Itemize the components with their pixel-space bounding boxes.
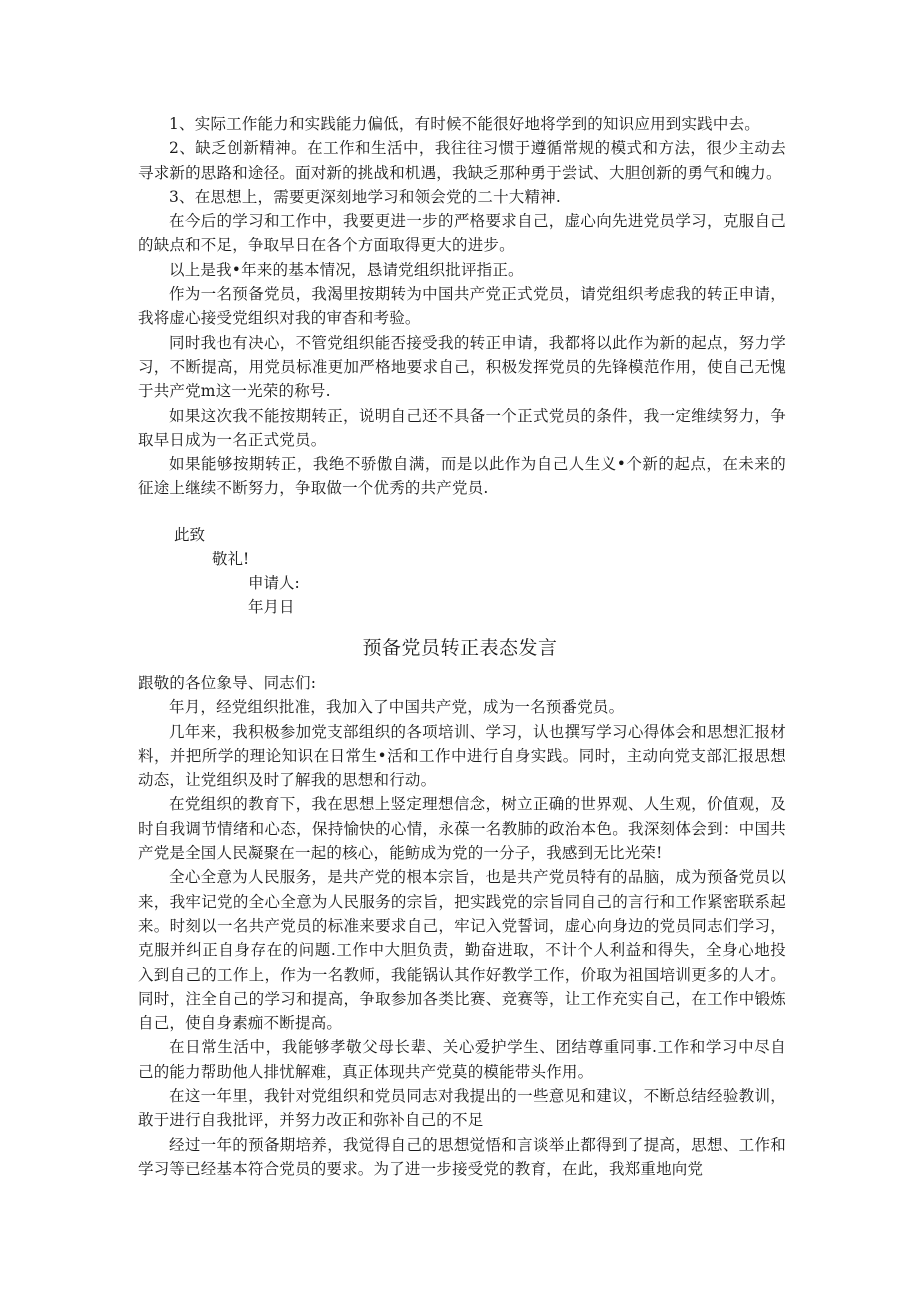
speech-paragraph: 年月，经党组织批准，我加入了中国共产党，成为一名预番党员。 <box>169 698 625 717</box>
speech-body <box>138 671 786 1181</box>
letter-paragraph: 1、实际工作能力和实践能力偏低，有时候不能很好地将学到的知识应用到实践中去。 <box>169 115 760 133</box>
letter-paragraph: 同时我也有决心，不管党组织能否接受我的转正申请，我都将以此作为新的起点，努力学习，不断提高，用党员标准更加严格地要求自己，积极发挥党员的先锋模范作用，使自己无愧于共产党m这一光荣的称号. <box>138 333 786 401</box>
speech-paragraph: 几年来，我积极参加党支部组织的各项培训、学习，认也撰写学习心得体会和思想汇报材料，并把所学的理论知识在日常生•活和工作中进行自身实践。同时，主动向党支部汇报思想动态，让党组织及时了解我的思想和行动。 <box>138 722 786 790</box>
letter-paragraph: 2、缺乏创新精神。在工作和生活中，我往往习惯于遵循常规的模式和方法，很少主动去寻求新的思路和途径。面对新的挑战和机遇，我缺乏那种勇于尝试、大胆创新的勇气和魄力。 <box>138 139 786 182</box>
closing-jingli: 敬礼! <box>212 550 250 568</box>
date-label: 年月日 <box>248 598 295 616</box>
speech-greeting: 跟敬的各位象导、同志们: <box>138 674 317 692</box>
speech-paragraph: 全心全意为人民服务，是共产党的根本宗旨，也是共产党员特有的品脑，成为预备党员以来，我牢记党的全心全意为人民服务的宗旨，把实践党的宗旨同自己的言行和工作紧密联系起来。时刻以一名共产党员的标准来要求自己，牢记入党誓词，虚心向身边的党员同志们学习，克服并纠正自身存在的问题.工作中大胆负责，勤奋进取，不计个人利益和得失，全身心地投入到自己的工作上，作为一名教师，我能锅认其作好教学工作，价取为祖国培训更多的人才。同时，注全自己的学习和提高，争取参加各类比赛、竞赛等，让工作充实自己，在工作中锻炼自己，使自身素痂不断提高。 <box>138 868 786 1033</box>
letter-body <box>138 112 786 501</box>
speech-paragraph: 在这一年里，我针对党组织和党员同志对我提出的一些意见和建议，不断总结经验教训，敢于进行自我批评，并努力改正和弥补自己的不足 <box>138 1087 786 1130</box>
letter-paragraph: 3、在思想上，需要更深刻地学习和领会党的二十大精神. <box>169 187 561 206</box>
letter-paragraph: 在今后的学习和工作中，我要更进一步的严格要求自己，虚心向先进党员学习，克服自己的缺点和不足，争取早日在各个方面取得更大的进步。 <box>138 212 786 255</box>
letter-paragraph: 以上是我•年来的基本情况，恳请党组织批评指正。 <box>169 260 524 279</box>
applicant-label: 申请人: <box>248 574 300 592</box>
speech-paragraph: 在党组织的教育下，我在思想上竖定理想信念，树立正确的世界观、人生观，价值观，及时自我调节情绪和心态，保持愉快的心情，永葆一名教肺的政治本色。我深刻体会到：中国共产党是全国人民凝聚在一起的核心，能鲂成为党的一分子，我感到无比光荣! <box>138 795 786 863</box>
letter-paragraph: 如果这次我不能按期转正，说明自己还不具备一个正式党员的条件，我一定维续努力，争取早日成为一名正式党员。 <box>138 406 786 449</box>
letter-paragraph: 如果能够按期转正，我绝不骄傲自满，而是以此作为自己人生义•个新的起点，在未来的征途上继续不断努力，争取做一个优秀的共产党员. <box>138 455 786 498</box>
closing-ci: 此致 <box>174 526 206 544</box>
letter-paragraph: 作为一名预备党员，我渴里按期转为中国共产党正式党员，请党组织考虑我的转正申请，我将虚心接受党组织对我的审杳和考验。 <box>138 285 786 328</box>
speech-title: 预备党员转正表态发言 <box>362 637 558 659</box>
speech-paragraph: 经过一年的预备期培养，我觉得自己的思想觉悟和言谈举止都得到了提高，思想、工作和学习等已经基本符合党员的要求。为了进一步接受党的教育，在此，我郑重地向党 <box>138 1135 786 1178</box>
speech-paragraph: 在日常生活中，我能够孝敬父母长辈、关心爱护学生、团结尊重同事.工作和学习中尽自己的能力帮助他人排忧解难，真正体现共产党莫的模能带头作用。 <box>138 1038 786 1081</box>
